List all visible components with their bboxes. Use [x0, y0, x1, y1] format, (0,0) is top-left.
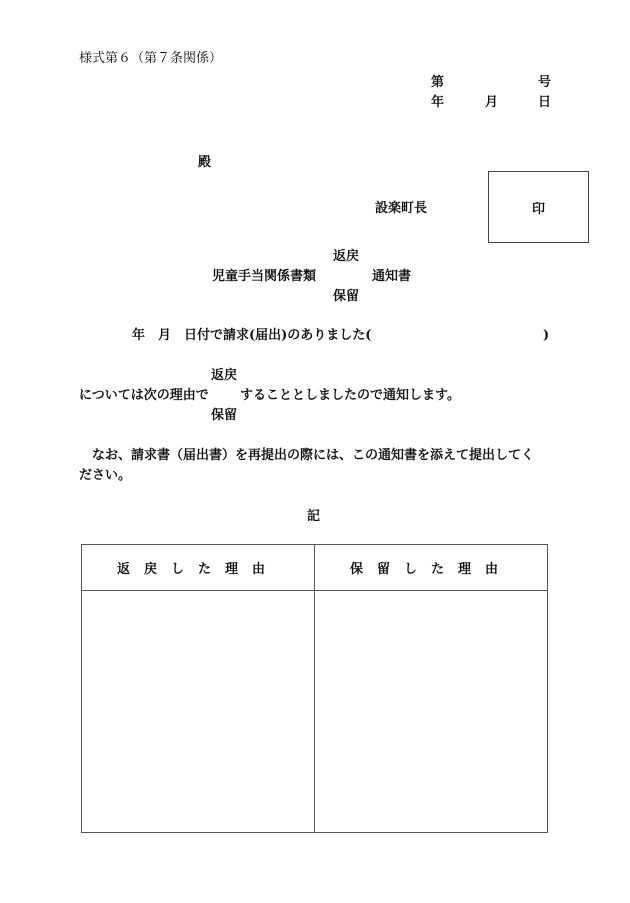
date-month-label: 月: [485, 95, 499, 110]
return-reason-cell[interactable]: [82, 591, 315, 833]
reason-prefix: については次の理由で: [79, 388, 209, 403]
date-day-label: 日: [538, 95, 552, 110]
number-dai-label: 第: [431, 75, 445, 90]
note-line-2: ださい。: [79, 468, 132, 483]
reason-suffix: することとしましたので通知します。: [240, 388, 460, 403]
request-close-paren: ): [543, 328, 550, 343]
header-return-reason: 返戻した理由: [82, 545, 315, 591]
note-line-1: なお、請求書（届出書）を再提出の際には、この通知書を添えて提出してく: [92, 448, 535, 463]
form-label: 様式第６（第７条関係）: [79, 51, 223, 66]
reasons-table: [81, 544, 548, 833]
date-year-label: 年: [431, 95, 445, 110]
seal-label: 印: [531, 201, 545, 217]
addressee-suffix: 殿: [198, 155, 212, 170]
number-go-label: 号: [538, 75, 552, 90]
request-year-label: 年: [132, 328, 146, 343]
issuer-name: 設楽町長: [375, 201, 428, 216]
request-text: 日付で請求(届出)のありました(: [184, 328, 372, 343]
ki-heading: 記: [307, 509, 321, 524]
reasons-header-row: [82, 545, 548, 591]
request-month-label: 月: [158, 328, 172, 343]
reason-option-hold: 保留: [211, 408, 238, 423]
title-option-return: 返戻: [333, 249, 360, 264]
seal-box: [488, 171, 589, 243]
reasons-body-row: [82, 591, 548, 833]
reason-option-return: 返戻: [211, 368, 238, 383]
hold-reason-cell[interactable]: [315, 591, 548, 833]
title-option-hold: 保留: [333, 289, 360, 304]
header-hold-reason: 保留した理由: [315, 545, 548, 591]
title-notice: 通知書: [372, 269, 412, 284]
title-documents: 児童手当関係書類: [212, 269, 317, 284]
